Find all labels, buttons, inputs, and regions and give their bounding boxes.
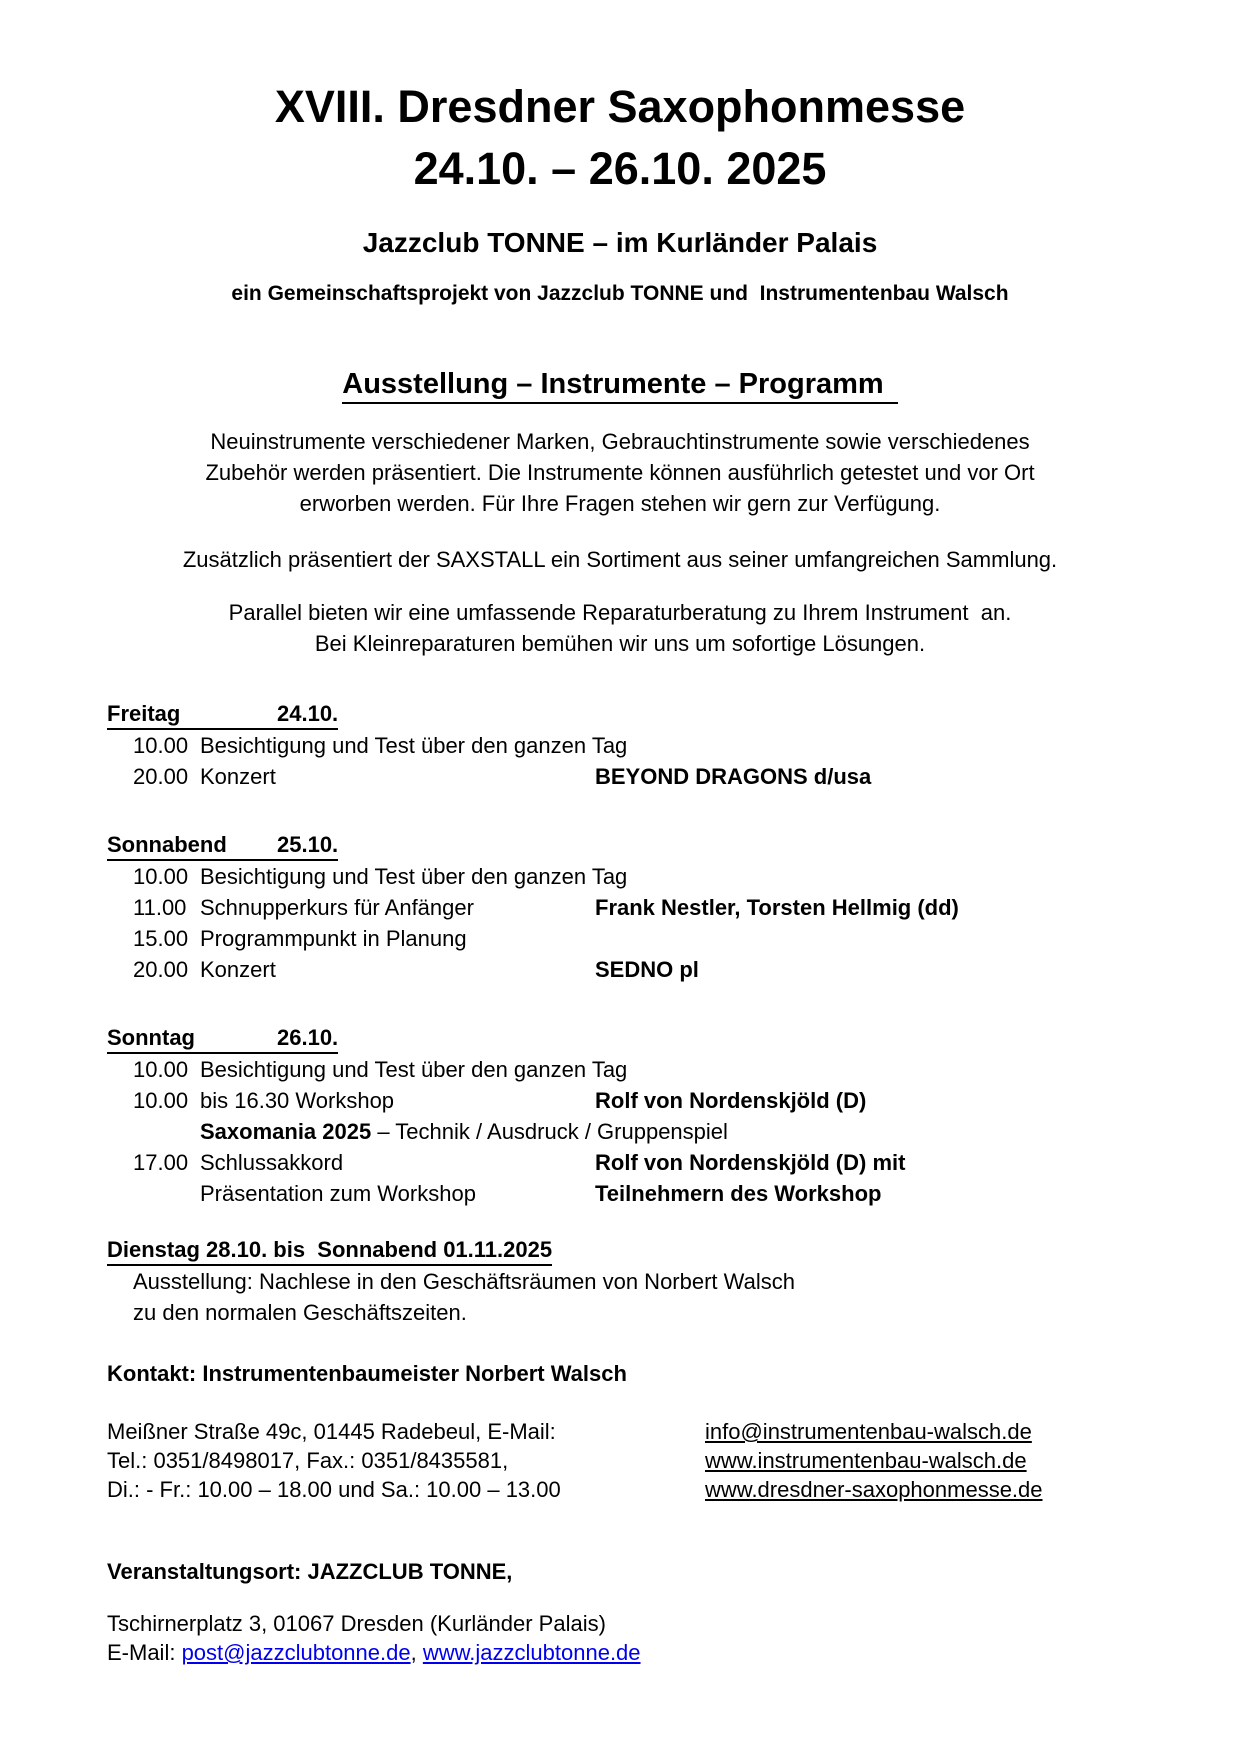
event-description: Besichtigung und Test über den ganzen Tag	[200, 864, 628, 889]
event-artist: Rolf von Nordenskjöld (D)	[595, 1088, 867, 1113]
event-description: Besichtigung und Test über den ganzen Tag	[200, 733, 628, 758]
day-heading	[107, 830, 338, 861]
event-artist: BEYOND DRAGONS d/usa	[595, 764, 872, 789]
aftershow-section	[107, 1235, 1133, 1328]
intro-paragraph-2	[107, 544, 1133, 575]
event-description: Präsentation zum Workshop	[200, 1181, 476, 1206]
day-date: 25.10.	[277, 832, 339, 857]
schedule-row	[133, 1178, 1133, 1209]
event-artist: Teilnehmern des Workshop	[595, 1181, 882, 1206]
website-link[interactable]: www.instrumentenbau-walsch.de	[705, 1448, 1027, 1473]
schedule-day-freitag	[107, 699, 1133, 792]
venue-subtitle: Jazzclub TONNE – im Kurländer Palais	[362, 227, 878, 258]
paragraph-line: Zusätzlich präsentiert der SAXSTALL ein Sortiment aus seiner umfangreichen Sammlung.	[182, 547, 1058, 572]
day-date: 24.10.	[277, 701, 339, 726]
event-time: 10.00	[133, 1088, 189, 1113]
section-heading-wrap	[107, 368, 1133, 404]
day-heading	[107, 1023, 338, 1054]
schedule-row	[133, 730, 1133, 761]
title-line-1: XVIII. Dresdner Saxophonmesse	[274, 81, 966, 132]
contact-hours-line: Di.: - Fr.: 10.00 – 18.00 und Sa.: 10.00 – 13.00	[107, 1477, 561, 1502]
day-date: 26.10.	[277, 1025, 339, 1050]
event-description	[200, 1116, 1133, 1147]
schedule-day-sonnabend	[107, 830, 1133, 985]
event-time: 15.00	[133, 926, 189, 951]
aftershow-line: Ausstellung: Nachlese in den Geschäftsräumen von Norbert Walsch	[133, 1269, 795, 1294]
paragraph-line: Parallel bieten wir eine umfassende Reparaturberatung zu Ihrem Instrument an.	[228, 600, 1012, 625]
schedule-row	[133, 892, 1133, 923]
schedule-row	[133, 954, 1133, 985]
day-name: Sonntag	[107, 1025, 195, 1050]
contact-address-line: Meißner Straße 49c, 01445 Radebeul, E-Mail:	[107, 1419, 556, 1444]
event-description: Konzert	[200, 764, 276, 789]
event-artist: SEDNO pl	[595, 957, 699, 982]
website-link[interactable]: www.jazzclubtonne.de	[422, 1640, 641, 1665]
event-description: Schlussakkord	[200, 1150, 344, 1175]
schedule-row	[133, 1085, 1133, 1116]
contact-row	[107, 1417, 1133, 1446]
email-link[interactable]: post@jazzclubtonne.de	[181, 1640, 411, 1665]
aftershow-heading: Dienstag 28.10. bis Sonnabend 01.11.2025	[107, 1235, 552, 1266]
schedule-row	[133, 923, 1133, 954]
venue-email-line	[107, 1638, 1133, 1667]
website-link[interactable]: www.dresdner-saxophonmesse.de	[705, 1477, 1043, 1502]
event-time	[133, 1178, 200, 1209]
event-description: Schnupperkurs für Anfänger	[200, 895, 474, 920]
aftershow-line: zu den normalen Geschäftszeiten.	[133, 1300, 467, 1325]
schedule-row	[133, 1116, 1133, 1147]
intro-paragraph-1	[107, 426, 1133, 519]
event-description: Programmpunkt in Planung	[200, 926, 467, 951]
schedule-row	[133, 861, 1133, 892]
event-time	[133, 1116, 200, 1147]
event-time: 20.00	[133, 957, 189, 982]
schedule-row	[133, 1147, 1133, 1178]
link-separator: ,	[410, 1640, 423, 1665]
day-name: Freitag	[107, 701, 181, 726]
event-time: 11.00	[133, 895, 187, 920]
email-label: E-Mail:	[107, 1640, 182, 1665]
workshop-title: Saxomania 2025	[200, 1119, 372, 1144]
workshop-subtitle: – Technik / Ausdruck / Gruppenspiel	[371, 1119, 728, 1144]
section-heading: Ausstellung – Instrumente – Programm	[342, 368, 897, 404]
event-description: Besichtigung und Test über den ganzen Tag	[200, 1057, 628, 1082]
paragraph-line: Zubehör werden präsentiert. Die Instrumente können ausführlich getestet und vor Ort	[205, 460, 1035, 485]
title-line-2: 24.10. – 26.10. 2025	[413, 143, 827, 194]
event-time: 10.00	[133, 864, 189, 889]
contact-phone-line: Tel.: 0351/8498017, Fax.: 0351/8435581,	[107, 1448, 509, 1473]
event-time: 17.00	[133, 1150, 189, 1175]
event-description: bis 16.30 Workshop	[200, 1088, 395, 1113]
event-time: 10.00	[133, 733, 189, 758]
paragraph-line: erworben werden. Für Ihre Fragen stehen wir gern zur Verfügung.	[299, 491, 941, 516]
day-name: Sonnabend	[107, 832, 227, 857]
schedule-day-sonntag	[107, 1023, 1133, 1209]
email-link[interactable]: info@instrumentenbau-walsch.de	[705, 1419, 1032, 1444]
paragraph-line: Neuinstrumente verschiedener Marken, Gebrauchtinstrumente sowie verschiedenes	[210, 429, 1030, 454]
schedule-row	[133, 761, 1133, 792]
page-title	[107, 76, 1133, 200]
paragraph-line: Bei Kleinreparaturen bemühen wir uns um sofortige Lösungen.	[314, 631, 926, 656]
day-heading	[107, 699, 338, 730]
contact-row	[107, 1475, 1133, 1504]
venue-address: Tschirnerplatz 3, 01067 Dresden (Kurländer Palais)	[107, 1611, 606, 1636]
contact-row	[107, 1446, 1133, 1475]
event-time: 20.00	[133, 764, 189, 789]
schedule-section	[107, 699, 1133, 1209]
contact-section	[107, 1417, 1133, 1504]
contact-heading: Kontakt: Instrumentenbaumeister Norbert Walsch	[107, 1361, 627, 1386]
event-description: Konzert	[200, 957, 276, 982]
event-time: 10.00	[133, 1057, 189, 1082]
project-line: ein Gemeinschaftsprojekt von Jazzclub TONNE und Instrumentenbau Walsch	[231, 282, 1009, 305]
schedule-row	[133, 1054, 1133, 1085]
intro-section	[107, 426, 1133, 659]
venue-heading: Veranstaltungsort: JAZZCLUB TONNE,	[107, 1559, 513, 1584]
event-artist: Rolf von Nordenskjöld (D) mit	[595, 1150, 906, 1175]
event-artist: Frank Nestler, Torsten Hellmig (dd)	[595, 895, 959, 920]
intro-paragraph-3	[107, 597, 1133, 659]
